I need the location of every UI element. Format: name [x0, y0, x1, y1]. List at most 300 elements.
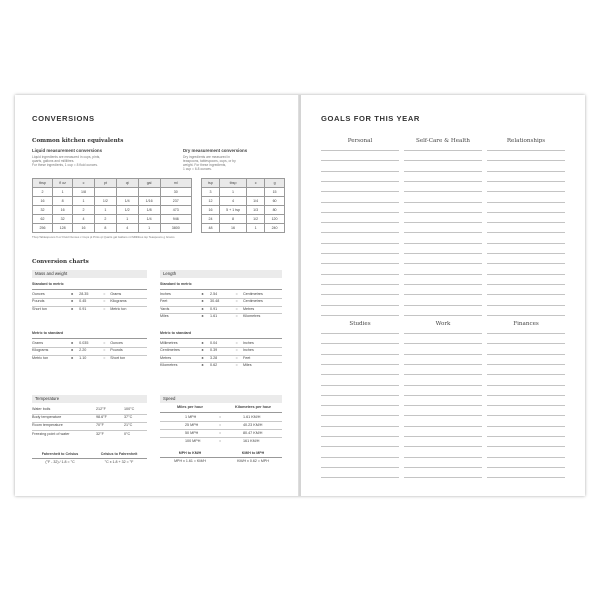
goal-line[interactable] — [404, 436, 482, 437]
multiply-sign: x — [71, 355, 74, 360]
multiply-sign: x — [71, 341, 74, 345]
unit-to: Kilograms — [110, 299, 127, 304]
goal-line[interactable] — [487, 467, 565, 468]
factor: 30.48 — [210, 299, 220, 304]
celsius-value: 0°C — [124, 431, 131, 436]
unit-to: Metric ton — [110, 306, 127, 311]
table-cell: 32 — [53, 215, 73, 224]
conversion-row — [160, 306, 282, 313]
goal-line[interactable] — [321, 446, 399, 447]
conversions-page — [15, 95, 299, 496]
goal-line[interactable] — [404, 426, 482, 427]
table-cell: 1/4 — [116, 197, 138, 206]
conversion-row — [160, 362, 282, 369]
goal-heading-self-care: Self-Care & Health — [416, 138, 470, 144]
unit-from: Metric ton — [32, 355, 49, 360]
goal-line[interactable] — [321, 160, 399, 161]
goal-line[interactable] — [321, 315, 399, 316]
table-cell: 62 — [33, 215, 53, 224]
table-cell: 80 — [265, 206, 285, 215]
goal-line[interactable] — [321, 171, 399, 172]
goal-line[interactable] — [487, 343, 565, 344]
goal-line[interactable] — [487, 354, 565, 355]
unit-to: Metres — [242, 306, 255, 311]
table-cell: 1 — [219, 188, 246, 197]
table-cell — [94, 188, 116, 197]
multiply-sign: x — [201, 299, 204, 304]
goal-line[interactable] — [321, 415, 399, 416]
goal-line[interactable] — [404, 232, 482, 233]
conversion-row — [32, 355, 147, 362]
table-cell: 4 — [116, 224, 138, 233]
conversion-row — [32, 298, 147, 305]
goal-line[interactable] — [321, 243, 399, 244]
divider — [160, 412, 282, 413]
factor: 0.39 — [210, 348, 218, 353]
unit-from: Yards — [160, 306, 170, 311]
goal-line[interactable] — [487, 191, 565, 192]
table-cell: 12 — [202, 197, 220, 206]
kmh-value: 1.61 KM/H — [243, 415, 261, 419]
table-cell: 60 — [265, 197, 285, 206]
goal-line[interactable] — [404, 343, 482, 344]
goal-line[interactable] — [321, 212, 399, 213]
table-row — [33, 188, 192, 197]
table-cell: 8 — [94, 224, 116, 233]
goal-line[interactable] — [404, 467, 482, 468]
unit-from: Feet — [160, 299, 168, 304]
charts-heading: Conversion charts — [32, 259, 89, 265]
c-to-f-title: Celsius to Fahrenheit — [100, 452, 138, 456]
goal-line[interactable] — [404, 150, 482, 151]
speed-row — [160, 438, 282, 445]
table-cell: 8 — [53, 197, 73, 206]
table-cell: 120 — [265, 215, 285, 224]
goal-line[interactable] — [404, 222, 482, 223]
goal-line[interactable] — [487, 212, 565, 213]
divider — [32, 289, 147, 290]
table-cell: 1 — [116, 215, 138, 224]
goal-line[interactable] — [321, 354, 399, 355]
table-cell: 1/16 — [138, 197, 160, 206]
goal-line[interactable] — [321, 477, 399, 478]
equals-sign: = — [235, 341, 238, 345]
table-cell: 1/4 — [247, 197, 265, 206]
conversion-row — [32, 347, 147, 354]
multiply-sign: x — [71, 306, 74, 311]
goal-line[interactable] — [404, 374, 482, 375]
goal-line[interactable] — [487, 274, 565, 275]
table-header: gal — [138, 179, 160, 188]
goal-line[interactable] — [404, 354, 482, 355]
goal-line[interactable] — [404, 457, 482, 458]
table-cell — [247, 188, 265, 197]
table-header: fl oz — [53, 179, 73, 188]
goal-line[interactable] — [404, 243, 482, 244]
table-header: tbsp — [219, 179, 246, 188]
table-cell: 4 — [219, 197, 246, 206]
fahrenheit-value: 98.6°F — [96, 415, 107, 420]
goal-line[interactable] — [404, 415, 482, 416]
factor: 0.91 — [210, 306, 218, 311]
goals-title: GOALS FOR THIS YEAR — [321, 114, 421, 123]
goal-line[interactable] — [321, 274, 399, 275]
goal-line[interactable] — [404, 274, 482, 275]
goal-line[interactable] — [487, 364, 565, 365]
mass-metric-to-std: Metric to standard — [32, 331, 64, 335]
unit-from: Short ton — [32, 306, 47, 311]
unit-to: Miles — [242, 363, 252, 368]
table-header: tsp — [202, 179, 220, 188]
temperature-row — [32, 414, 147, 421]
page-title: CONVERSIONS — [32, 114, 95, 123]
table-cell: 1/4 — [138, 215, 160, 224]
goal-line[interactable] — [321, 343, 399, 344]
goal-line[interactable] — [404, 294, 482, 295]
goal-line[interactable] — [487, 315, 565, 316]
unit-to: Centimetres — [242, 292, 263, 296]
goal-line[interactable] — [487, 436, 565, 437]
kitchen-heading: Common kitchen equivalents — [32, 138, 124, 144]
goal-line[interactable] — [321, 405, 399, 406]
goal-line[interactable] — [487, 457, 565, 458]
factor: 0.04 — [210, 341, 218, 345]
goal-line[interactable] — [321, 284, 399, 285]
fahrenheit-value: 212°F — [96, 407, 106, 411]
goal-heading-work: Work — [435, 321, 451, 327]
multiply-sign: x — [201, 363, 204, 368]
table-cell: 1/8 — [73, 188, 95, 197]
goal-line[interactable] — [487, 243, 565, 244]
table-row — [33, 224, 192, 233]
table-cell: 1/2 — [116, 206, 138, 215]
goal-line[interactable] — [321, 263, 399, 264]
kmh-value: 40.23 KM/H — [243, 423, 263, 427]
goal-line[interactable] — [321, 232, 399, 233]
unit-to: Ounces — [110, 341, 123, 345]
goal-line[interactable] — [404, 263, 482, 264]
conversion-row — [32, 291, 147, 298]
goal-line[interactable] — [404, 202, 482, 203]
goal-line[interactable] — [321, 426, 399, 427]
conversion-row — [32, 340, 147, 347]
table-cell: 240 — [265, 224, 285, 233]
multiply-sign: x — [71, 348, 74, 353]
f-to-c-formula: (°F - 32) / 1.8 = °C — [45, 460, 75, 464]
equals-sign: = — [103, 348, 106, 353]
goal-line[interactable] — [487, 284, 565, 285]
table-row — [202, 215, 285, 224]
goal-line[interactable] — [404, 385, 482, 386]
length-std-to-metric: Standard to metric — [160, 282, 192, 286]
goal-line[interactable] — [321, 253, 399, 254]
table-cell: 2 — [33, 188, 53, 197]
length-metric-to-std: Metric to standard — [160, 331, 192, 335]
table-row — [33, 215, 192, 224]
goal-line[interactable] — [487, 477, 565, 478]
goal-line[interactable] — [321, 181, 399, 182]
goal-heading-finances: Finances — [513, 321, 539, 327]
goal-line[interactable] — [404, 315, 482, 316]
length-band: Length — [160, 270, 282, 278]
speed-band: Speed — [160, 395, 282, 403]
equals-sign: = — [103, 292, 106, 296]
equals-sign: = — [219, 431, 222, 435]
liquid-conversion-table — [32, 178, 192, 233]
divider — [32, 458, 147, 459]
table-cell: 30 — [160, 188, 191, 197]
multiply-sign: x — [71, 292, 74, 296]
equals-sign: = — [235, 363, 238, 368]
table-cell: 24 — [202, 215, 220, 224]
goal-line[interactable] — [404, 253, 482, 254]
goal-line[interactable] — [321, 191, 399, 192]
factor: 0.45 — [79, 299, 87, 304]
temperature-label: Water boils — [32, 407, 51, 411]
goal-line[interactable] — [487, 415, 565, 416]
temperature-row — [32, 431, 147, 438]
dry-title: Dry measurement conversions — [183, 148, 248, 153]
temperature-row — [32, 422, 147, 429]
factor: 3.28 — [210, 355, 218, 360]
table-cell: 48 — [202, 224, 220, 233]
table-cell: 4 — [73, 215, 95, 224]
goal-line[interactable] — [404, 181, 482, 182]
unit-from: Pounds — [32, 299, 45, 304]
table-cell: 1 — [138, 224, 160, 233]
factor: 0.035 — [79, 341, 89, 345]
speed-row — [160, 422, 282, 429]
unit-to: Grams — [110, 292, 122, 296]
table-cell: 3800 — [160, 224, 191, 233]
goal-line[interactable] — [404, 160, 482, 161]
table-cell: 3 — [202, 188, 220, 197]
factor: 2.20 — [79, 348, 87, 353]
goal-line[interactable] — [321, 364, 399, 365]
goal-line[interactable] — [487, 181, 565, 182]
fahrenheit-value: 70°F — [96, 423, 104, 428]
table-cell: 1 — [94, 206, 116, 215]
liquid-title: Liquid measurement conversions — [32, 148, 103, 153]
goal-line[interactable] — [404, 405, 482, 406]
table-row — [33, 206, 192, 215]
equals-sign: = — [235, 306, 238, 311]
unit-from: Centimetres — [160, 348, 180, 353]
speed-col-mph: Miles per hour — [177, 405, 203, 409]
equals-sign: = — [219, 439, 222, 443]
multiply-sign: x — [201, 314, 204, 319]
celsius-value: 100°C — [124, 407, 135, 411]
goal-line[interactable] — [487, 202, 565, 203]
conversion-row — [32, 306, 147, 313]
table-header: qt — [116, 179, 138, 188]
goal-line[interactable] — [404, 364, 482, 365]
table-cell: 2 — [94, 215, 116, 224]
goal-line[interactable] — [487, 405, 565, 406]
temperature-band: Temperature — [32, 395, 147, 403]
goal-line[interactable] — [487, 374, 565, 375]
goal-line[interactable] — [487, 222, 565, 223]
unit-to: Centimetres — [242, 299, 263, 304]
table-header: c — [247, 179, 265, 188]
goals-page — [301, 95, 585, 496]
goal-line[interactable] — [321, 395, 399, 396]
table-row — [33, 197, 192, 206]
mph-value: 100 MPH — [185, 439, 201, 443]
multiply-sign: x — [201, 341, 204, 345]
goal-line[interactable] — [404, 212, 482, 213]
table-cell: 5 + 1 tsp — [219, 206, 246, 215]
goal-heading-studies: Studies — [349, 321, 371, 327]
table-cell: 32 — [33, 206, 53, 215]
goal-line[interactable] — [404, 477, 482, 478]
table-cell: 1 — [73, 197, 95, 206]
goal-line[interactable] — [487, 232, 565, 233]
goal-line[interactable] — [321, 467, 399, 468]
factor: 28.35 — [79, 292, 89, 296]
factor: 2.54 — [210, 292, 218, 296]
goal-line[interactable] — [487, 333, 565, 334]
celsius-value: 21°C — [124, 423, 133, 428]
goal-line[interactable] — [321, 202, 399, 203]
equals-sign: = — [219, 415, 222, 419]
goal-line[interactable] — [321, 222, 399, 223]
table-header: ml — [160, 179, 191, 188]
goal-line[interactable] — [487, 253, 565, 254]
table-cell: 16 — [53, 206, 73, 215]
goal-line[interactable] — [487, 263, 565, 264]
conversion-row — [160, 347, 282, 354]
table-cell: 16 — [33, 197, 53, 206]
divider — [160, 289, 282, 290]
unit-to: Inches — [242, 341, 254, 345]
table-cell — [116, 188, 138, 197]
goal-line[interactable] — [404, 446, 482, 447]
goal-line[interactable] — [487, 294, 565, 295]
table-cell: 1/2 — [94, 197, 116, 206]
unit-to: Feet — [242, 355, 251, 360]
table-row — [202, 197, 285, 206]
goal-line[interactable] — [321, 150, 399, 151]
speed-row — [160, 414, 282, 421]
unit-to: Pounds — [110, 348, 123, 353]
goal-line[interactable] — [487, 395, 565, 396]
conversion-row — [160, 355, 282, 362]
speed-row — [160, 430, 282, 437]
factor: 1.61 — [210, 314, 218, 319]
table-cell: 473 — [160, 206, 191, 215]
abbreviation-legend: Tbsp Tablespoons fl oz Fluid Ounces c Cups pt Pints qt Quarts gal Gallons ml Millilitres tsp Teaspoons g Grams — [32, 235, 175, 239]
temperature-label: Room temperature — [32, 423, 63, 428]
table-cell: 1/2 — [247, 215, 265, 224]
mph-value: 1 MPH — [185, 415, 197, 419]
equals-sign: = — [103, 299, 106, 304]
table-header: g — [265, 179, 285, 188]
goal-line[interactable] — [487, 426, 565, 427]
goal-line[interactable] — [404, 333, 482, 334]
unit-from: Kilograms — [32, 348, 49, 353]
kmh-value: 161 KM/H — [243, 439, 260, 443]
equals-sign: = — [235, 292, 238, 296]
table-cell: 8 — [219, 215, 246, 224]
goal-line[interactable] — [321, 294, 399, 295]
goal-line[interactable] — [321, 436, 399, 437]
divider — [32, 338, 147, 339]
temperature-row — [32, 406, 147, 413]
factor: 0.91 — [79, 306, 87, 311]
goal-line[interactable] — [404, 171, 482, 172]
goal-line[interactable] — [487, 385, 565, 386]
multiply-sign: x — [201, 292, 204, 296]
table-cell: 1 — [247, 224, 265, 233]
conversion-row — [160, 298, 282, 305]
unit-from: Metres — [160, 355, 172, 360]
mph-to-kmh-title: MPH to KM/H — [178, 451, 202, 455]
goal-line[interactable] — [321, 305, 399, 306]
table-row — [202, 188, 285, 197]
goal-line[interactable] — [487, 150, 565, 151]
factor: 0.62 — [210, 363, 218, 368]
f-to-c-title: Fahrenheit to Celsius — [41, 452, 79, 456]
dry-conversion-table — [201, 178, 285, 233]
table-cell: 1/8 — [138, 206, 160, 215]
kmh-value: 80.47 KM/H — [243, 431, 263, 435]
goal-line[interactable] — [321, 385, 399, 386]
goal-line[interactable] — [404, 284, 482, 285]
equals-sign: = — [103, 306, 106, 311]
fahrenheit-value: 32°F — [96, 431, 104, 436]
table-cell: 16 — [73, 224, 95, 233]
conversion-row — [160, 313, 282, 320]
table-cell: 1/3 — [247, 206, 265, 215]
unit-from: Kilometres — [160, 363, 178, 368]
unit-from: Inches — [160, 292, 171, 296]
table-cell: 946 — [160, 215, 191, 224]
unit-to: Short ton — [110, 355, 126, 360]
goal-line[interactable] — [404, 191, 482, 192]
divider — [160, 457, 282, 458]
divider — [160, 338, 282, 339]
table-cell: 1 — [53, 188, 73, 197]
goal-line[interactable] — [321, 457, 399, 458]
equals-sign: = — [235, 299, 238, 304]
multiply-sign: x — [201, 355, 204, 360]
goal-line[interactable] — [487, 171, 565, 172]
conversion-row — [160, 291, 282, 298]
goal-line[interactable] — [321, 333, 399, 334]
table-header: c — [73, 179, 95, 188]
c-to-f-formula: °C x 1.8 + 32 = °F — [104, 460, 134, 464]
goal-line[interactable] — [487, 305, 565, 306]
mph-value: 50 MPH — [185, 431, 199, 435]
table-header: tbsp — [33, 179, 53, 188]
table-header: pt — [94, 179, 116, 188]
table-cell — [138, 188, 160, 197]
unit-from: Millimetres — [160, 341, 178, 345]
goal-line[interactable] — [487, 160, 565, 161]
table-cell: 256 — [33, 224, 53, 233]
goal-line[interactable] — [404, 305, 482, 306]
goal-line[interactable] — [404, 395, 482, 396]
table-cell: 16 — [202, 206, 220, 215]
goal-line[interactable] — [487, 446, 565, 447]
goal-line[interactable] — [321, 374, 399, 375]
equals-sign: = — [235, 355, 238, 360]
unit-from: Miles — [160, 314, 169, 319]
table-cell: 128 — [53, 224, 73, 233]
conversion-row — [160, 340, 282, 347]
equals-sign: = — [235, 314, 238, 319]
